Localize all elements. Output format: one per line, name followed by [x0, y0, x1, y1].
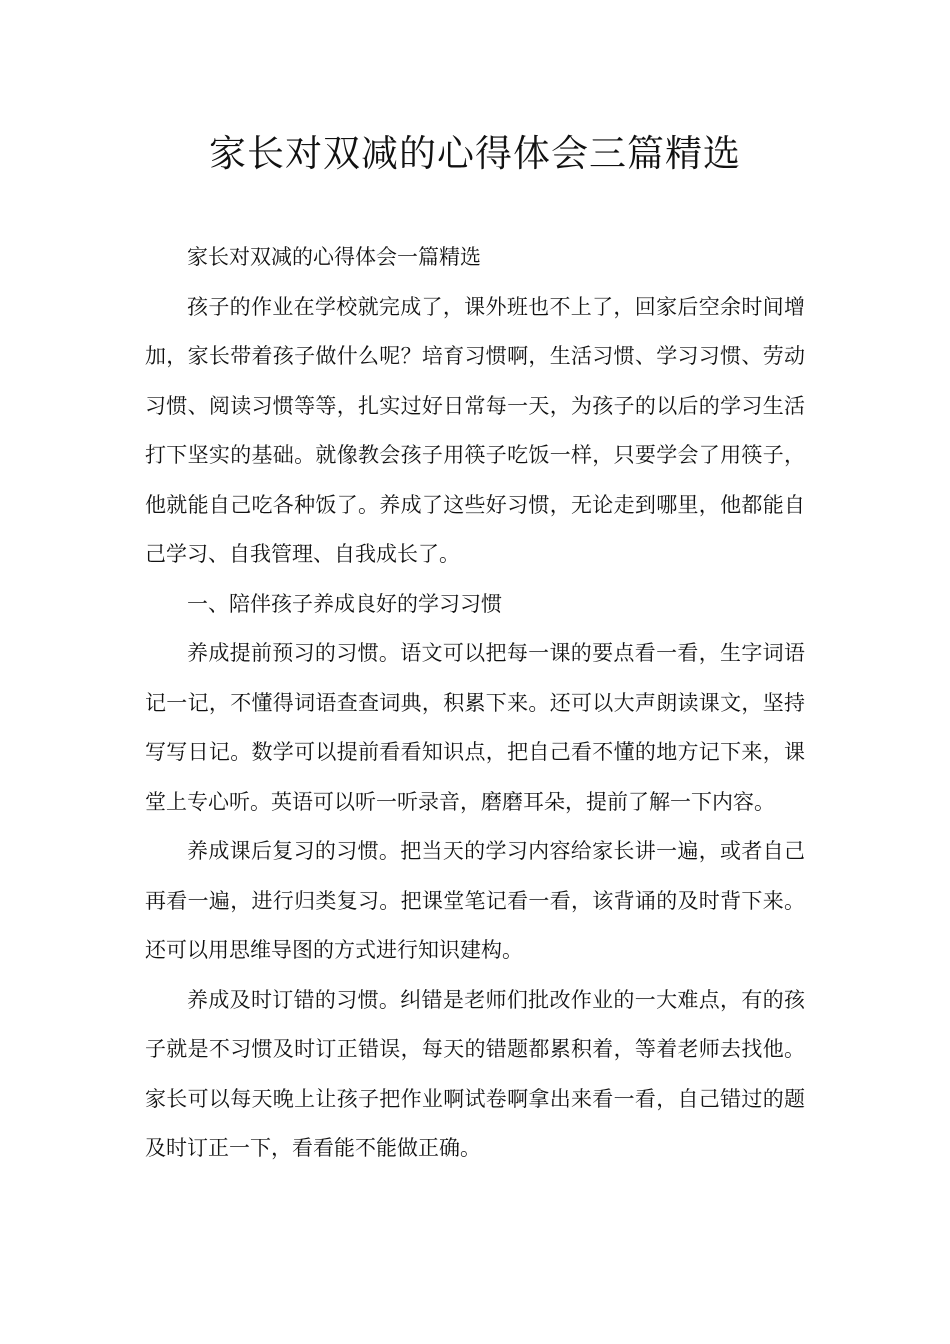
document-title: 家长对双减的心得体会三篇精选: [209, 132, 741, 175]
section-heading: 一、陪伴孩子养成良好的学习习惯: [187, 591, 502, 616]
document-body: [145, 233, 805, 1174]
body-paragraph: 孩子的作业在学校就完成了，课外班也不上了，回家后空余时间增加，家长带着孩子做什么呢？培育习惯啊，生活习惯、学习习惯、劳动习惯、阅读习惯等等，扎实过好日常每一天，为孩子的以后的学习生活打下坚实的基础。就像教会孩子用筷子吃饭一样，只要学会了用筷子，他就能自己吃各种饭了。养成了这些好习惯，无论走到哪里，他都能自己学习、自我管理、自我成长了。: [145, 294, 805, 566]
body-paragraph: 养成课后复习的习惯。把当天的学习内容给家长讲一遍，或者自己再看一遍，进行归类复习。把课堂笔记看一看，该背诵的及时背下来。还可以用思维导图的方式进行知识建构。: [145, 839, 805, 962]
body-paragraph: 养成及时订错的习惯。纠错是老师们批改作业的一大难点，有的孩子就是不习惯及时订正错误，每天的错题都累积着，等着老师去找他。家长可以每天晚上让孩子把作业啊试卷啊拿出来看一看，自己错过的题及时订正一下，看看能不能做正确。: [145, 987, 805, 1160]
body-paragraph: 养成提前预习的习惯。语文可以把每一课的要点看一看，生字词语记一记，不懂得词语查查词典，积累下来。还可以大声朗读课文，坚持写写日记。数学可以提前看看知识点，把自己看不懂的地方记下来，课堂上专心听。英语可以听一听录音，磨磨耳朵，提前了解一下内容。: [145, 641, 805, 814]
section-subtitle: 家长对双减的心得体会一篇精选: [187, 245, 481, 269]
